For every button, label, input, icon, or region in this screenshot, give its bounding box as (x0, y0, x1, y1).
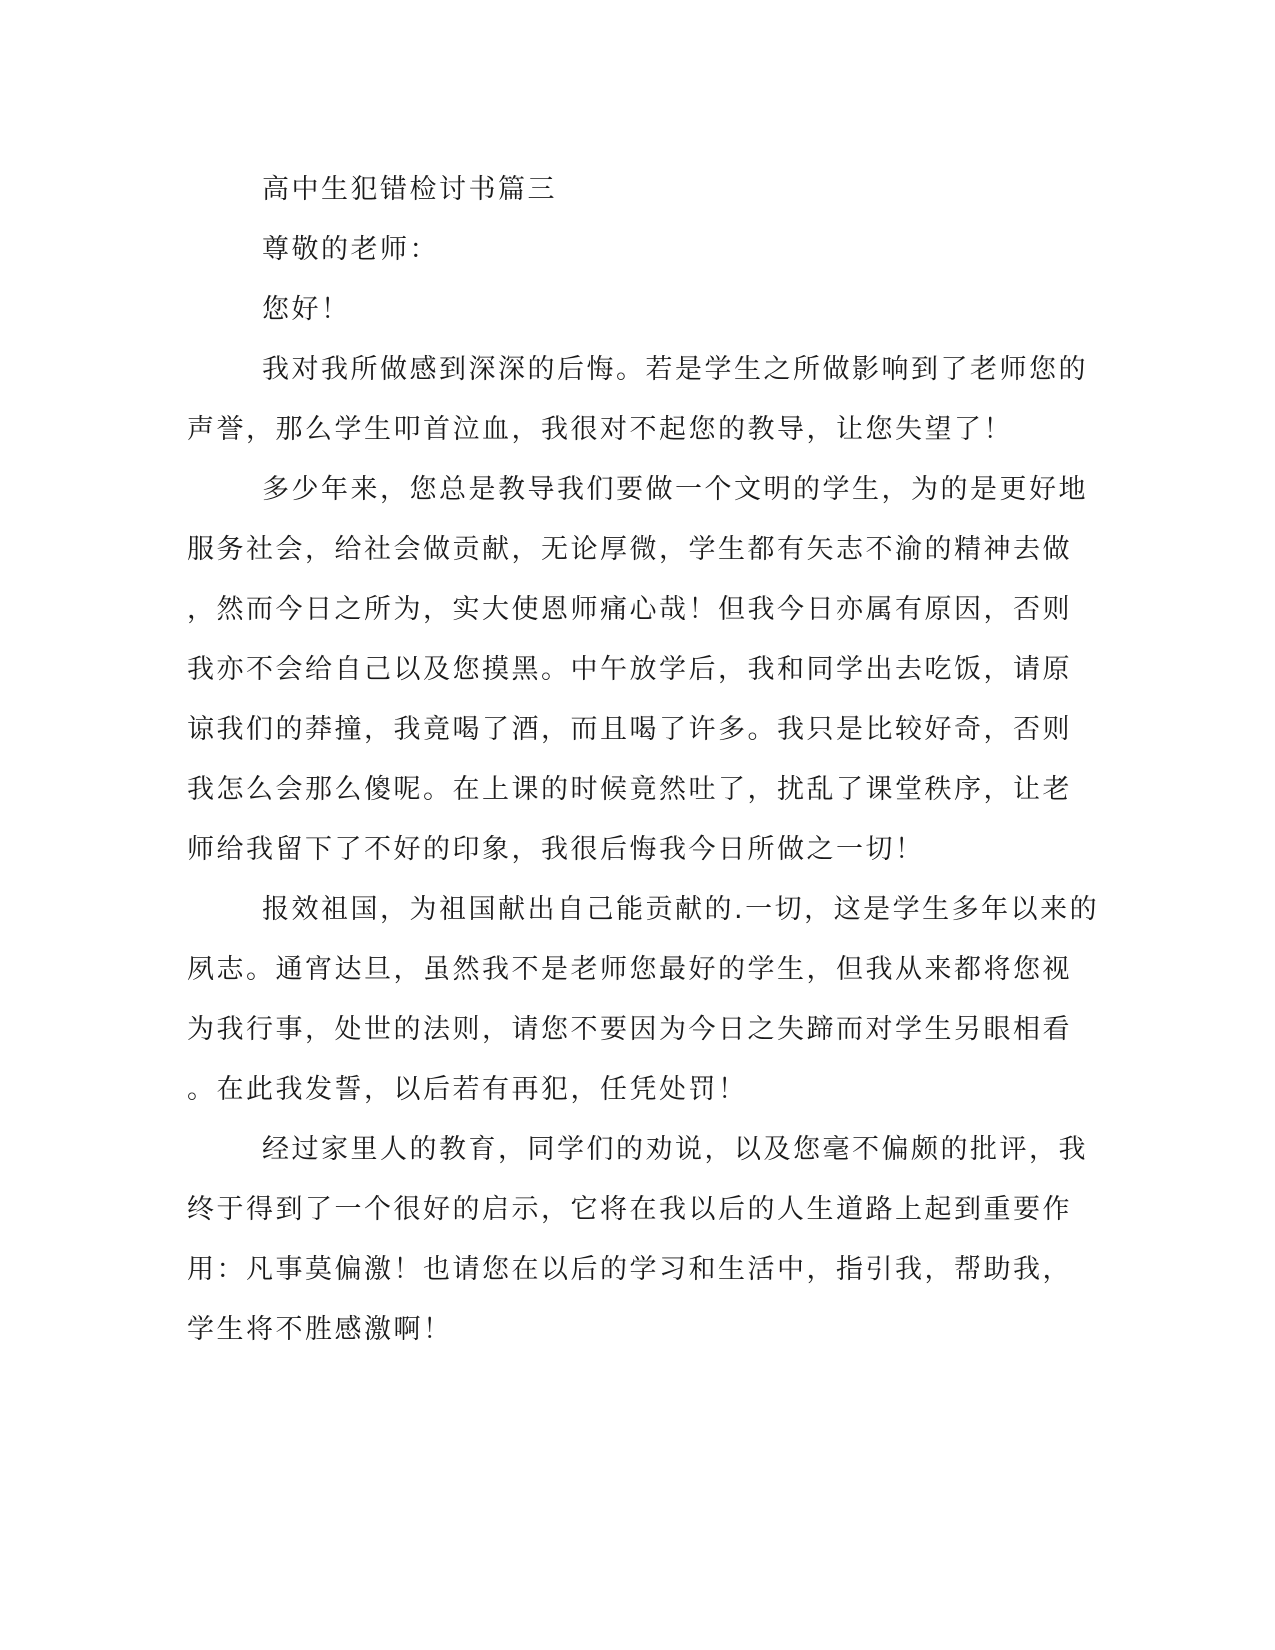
paragraph-1 (187, 340, 1088, 460)
paragraph-line: 夙志。通宵达旦，虽然我不是老师您最好的学生，但我从来都将您视 (187, 954, 1072, 985)
paragraph-line: 声誉，那么学生叩首泣血，我很对不起您的教导，让您失望了！ (187, 414, 1013, 445)
document-title: 高中生犯错检讨书篇三 (262, 174, 557, 205)
paragraph-line: 师给我留下了不好的印象，我很后悔我今日所做之一切！ (187, 834, 925, 865)
document-body (187, 160, 1100, 1360)
paragraph-line: 报效祖国，为祖国献出自己能贡献的.一切，这是学生多年以来的 (262, 894, 1100, 925)
paragraph-line: 谅我们的莽撞，我竟喝了酒，而且喝了许多。我只是比较好奇，否则 (187, 714, 1072, 745)
paragraph-line: 我怎么会那么傻呢。在上课的时候竟然吐了，扰乱了课堂秩序，让老 (187, 774, 1072, 805)
greeting: 您好！ (262, 294, 351, 325)
paragraph-line: 多少年来，您总是教导我们要做一个文明的学生，为的是更好地 (262, 474, 1088, 505)
paragraph-4 (187, 1120, 1088, 1360)
paragraph-line: 服务社会，给社会做贡献，无论厚微，学生都有矢志不渝的精神去做 (187, 534, 1072, 565)
paragraph-line: 学生将不胜感激啊！ (187, 1314, 453, 1345)
salutation: 尊敬的老师： (262, 234, 439, 265)
paragraph-line: 为我行事，处世的法则，请您不要因为今日之失蹄而对学生另眼相看 (187, 1014, 1072, 1045)
paragraph-line: 我对我所做感到深深的后悔。若是学生之所做影响到了老师您的 (262, 354, 1088, 385)
paragraph-line: ，然而今日之所为，实大使恩师痛心哉！但我今日亦属有原因，否则 (187, 594, 1072, 625)
paragraph-line: 经过家里人的教育，同学们的劝说，以及您毫不偏颇的批评，我 (262, 1134, 1088, 1165)
paragraph-line: 。在此我发誓，以后若有再犯，任凭处罚！ (187, 1074, 748, 1105)
paragraph-line: 我亦不会给自己以及您摸黑。中午放学后，我和同学出去吃饭，请原 (187, 654, 1072, 685)
paragraph-line: 终于得到了一个很好的启示，它将在我以后的人生道路上起到重要作 (187, 1194, 1072, 1225)
paragraph-line: 用：凡事莫偏激！也请您在以后的学习和生活中，指引我，帮助我， (187, 1254, 1072, 1285)
paragraph-2 (187, 460, 1088, 880)
paragraph-3 (187, 880, 1100, 1120)
